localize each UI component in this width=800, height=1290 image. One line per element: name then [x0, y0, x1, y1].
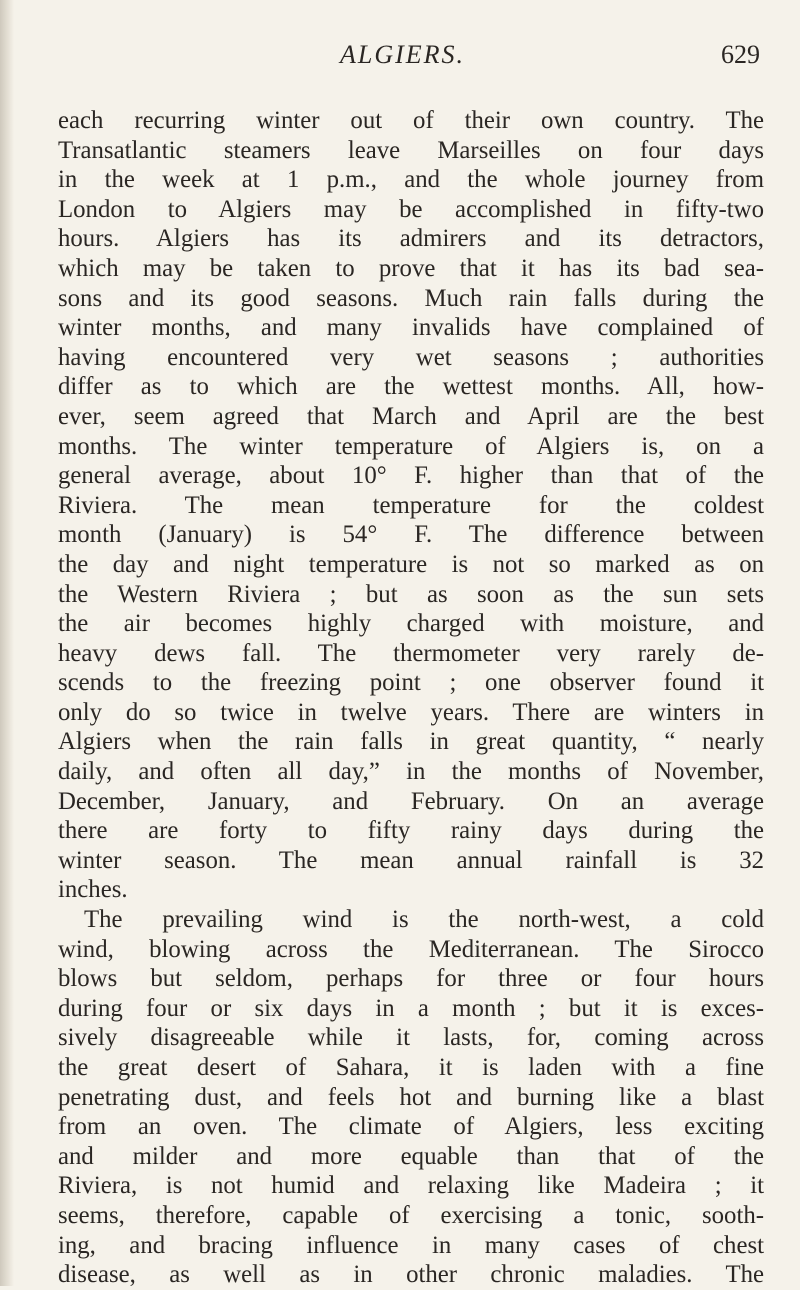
text-line: penetrating dust, and feels hot and burning like a blast [58, 1083, 764, 1111]
text-line: Transatlantic steamers leave Marseilles on four days [58, 136, 764, 164]
text-line: sively disagreeable while it lasts, for, coming across [58, 1024, 764, 1052]
text-line: each recurring winter out of their own country. The [58, 107, 764, 134]
text-line-paragraph-end: inches. [58, 876, 128, 904]
text-line: ing, and bracing influence in many cases of chest [58, 1231, 764, 1259]
text-line: the great desert of Sahara, it is laden with a fine [58, 1054, 764, 1081]
text-line: December, January, and February. On an average [58, 787, 764, 815]
text-line: differ as to which are the wettest months. All, how- [58, 373, 764, 401]
text-line: from an oven. The climate of Algiers, less exciting [58, 1113, 764, 1141]
text-line: the Western Riviera ; but as soon as the sun sets [58, 580, 764, 608]
text-line: Riviera, is not humid and relaxing like Madeira ; it [58, 1172, 764, 1200]
page-gutter-shadow [0, 0, 14, 1286]
text-line: blows but seldom, perhaps for three or four hours [58, 965, 764, 993]
text-line: winter months, and many invalids have complained of [58, 314, 764, 342]
text-line: in the week at 1 p.m., and the whole journey from [58, 166, 764, 194]
text-line: which may be taken to prove that it has its bad sea- [58, 254, 764, 282]
text-line: Algiers when the rain falls in great quantity, “ nearly [58, 728, 764, 756]
text-line: Riviera. The mean temperature for the coldest [58, 491, 764, 519]
body-text [58, 106, 764, 1290]
running-head-title: ALGIERS. [340, 40, 466, 69]
text-line: having encountered very wet seasons ; authorities [58, 343, 764, 371]
text-line: London to Algiers may be accomplished in fifty-two [58, 195, 764, 223]
text-line: winter season. The mean annual rainfall is 32 [58, 846, 764, 874]
text-line: months. The winter temperature of Algiers is, on a [58, 432, 764, 460]
text-line: disease, as well as in other chronic maladies. The [58, 1261, 764, 1289]
running-head [58, 40, 764, 78]
page-number: 629 [721, 40, 760, 69]
text-line: month (January) is 54° F. The difference between [58, 521, 764, 549]
text-line: sons and its good seasons. Much rain falls during the [58, 284, 764, 312]
text-line: heavy dews fall. The thermometer very rarely de- [58, 639, 764, 667]
text-line: the day and night temperature is not so marked as on [58, 550, 764, 578]
text-line: general average, about 10° F. higher than that of the [58, 462, 764, 490]
text-line: only do so twice in twelve years. There are winters in [58, 698, 764, 726]
text-line: hours. Algiers has its admirers and its detractors, [58, 225, 764, 253]
book-page [58, 40, 764, 1289]
text-line: there are forty to fifty rainy days during the [58, 817, 764, 845]
text-line: ever, seem agreed that March and April are the best [58, 402, 764, 430]
text-line: scends to the freezing point ; one observer found it [58, 669, 764, 697]
text-line: and milder and more equable than that of the [58, 1142, 764, 1170]
text-line: wind, blowing across the Mediterranean. The Sirocco [58, 935, 764, 963]
text-line: the air becomes highly charged with moisture, and [58, 610, 764, 638]
text-line: seems, therefore, capable of exercising a tonic, sooth- [58, 1201, 764, 1229]
text-line: daily, and often all day,” in the months of November, [58, 758, 764, 786]
text-line-paragraph-start: The prevailing wind is the north-west, a cold [84, 906, 764, 934]
text-line: during four or six days in a month ; but it is exces- [58, 994, 764, 1022]
